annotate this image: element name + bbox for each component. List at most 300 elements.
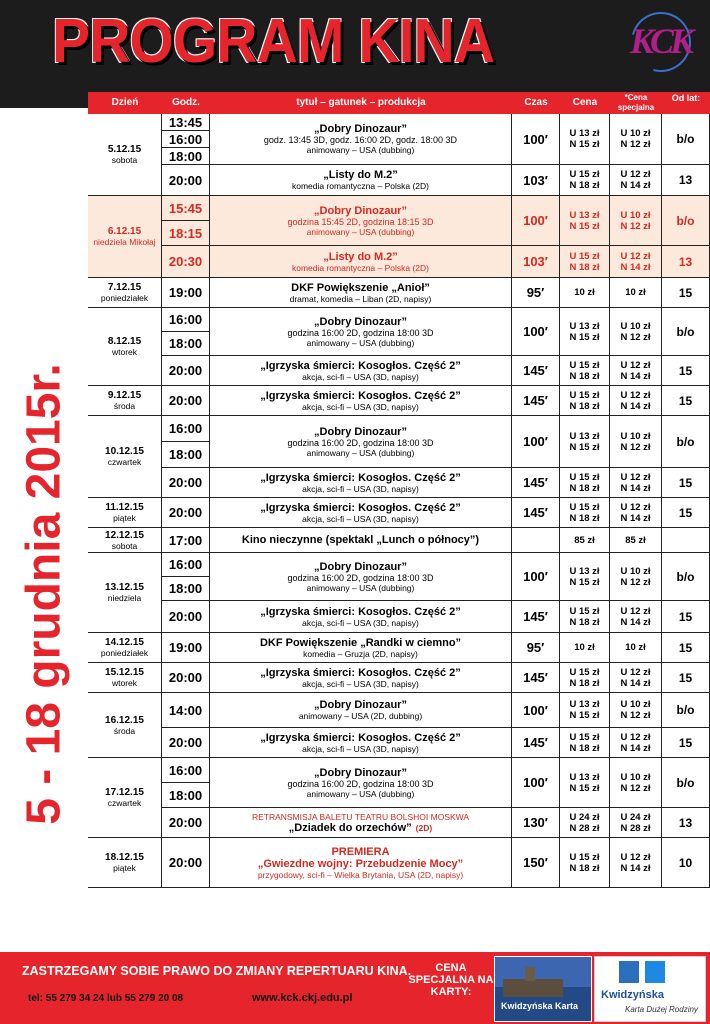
day-date: 17.12.15 [105,787,144,798]
time-cell [162,838,210,888]
special-price-cell [610,246,662,278]
price-cell [560,553,610,601]
ticket-price: 85 zł [574,534,595,546]
duration-cell [512,308,560,356]
age-rating: b/o [676,132,695,146]
age-cell [662,278,710,308]
ticket-price: U 15 zł N 18 zł [569,389,600,412]
age-cell [662,838,710,888]
day-weekday: środa [113,401,136,411]
film-cell [210,728,512,758]
film-title: „Igrzyska śmierci: Kosogłos. Część 2” [260,501,461,514]
age-rating: 13 [678,173,693,187]
film-cell [210,633,512,663]
film-title: Kino nieczynne (spektakl „Lunch o północy”) [241,534,480,546]
film-cell [210,601,512,633]
special-price: U 10 zł N 12 zł [620,771,651,794]
film-title: „Dobry Dinozaur” [314,699,407,711]
time-cell [162,498,210,528]
showtime: 17:00 [168,532,203,548]
day-cell [88,553,162,633]
special-price-cell [610,553,662,601]
duration-cell [512,693,560,728]
ticket-price: U 13 zł N 15 zł [569,209,600,232]
film-cell [210,196,512,246]
film-title: „Dobry Dinozaur” [314,766,407,779]
day-date: 18.12.15 [105,852,144,863]
special-price-cell [610,196,662,246]
film-genre: akcja, sci-fi – USA (3D, napisy) [302,371,419,382]
premiere-label: PREMIERA [331,845,390,858]
showtime: 18:00 [168,148,203,164]
film-genre: animowany – USA (dubbing) [306,145,415,155]
footer-bar [0,952,710,1024]
ticket-price: U 15 zł N 18 zł [569,666,600,689]
price-cell [560,246,610,278]
emblem-icon [619,961,639,983]
time-cell [162,528,210,553]
time-cell [162,148,210,165]
age-rating: b/o [676,703,695,717]
special-price-cell [610,114,662,165]
page-title: PROGRAM KINA [52,7,495,76]
special-price-cell [610,356,662,386]
special-price-cell [610,165,662,196]
showtime: 20:00 [168,670,203,685]
film-title: „Igrzyska śmierci: Kosogłos. Część 2” [260,605,461,618]
film-title-row [289,822,432,834]
film-duration: 95′ [526,640,545,655]
film-title: „Igrzyska śmierci: Kosogłos. Część 2” [260,389,461,402]
price-cell [560,498,610,528]
schedule-table [88,114,710,950]
special-price-cell [610,498,662,528]
day-date: 7.12.15 [107,282,142,293]
special-price-cell [610,278,662,308]
film-title: „Igrzyska śmierci: Kosogłos. Część 2” [260,471,461,484]
time-cell [162,221,210,246]
duration-cell [512,663,560,693]
day-cell [88,196,162,278]
price-cell [560,278,610,308]
film-cell [210,114,512,165]
showtime: 20:00 [168,609,203,624]
day-weekday: poniedziałek [100,293,149,303]
price-cell [560,808,610,838]
film-cell [210,838,512,888]
time-cell [162,165,210,196]
showtime: 20:00 [168,393,203,408]
film-genre: animowany – USA (dubbing) [306,582,415,593]
special-price: U 12 zł N 14 zł [620,389,651,412]
price-cell [560,356,610,386]
age-cell [662,528,710,553]
day-date: 13.12.15 [105,582,144,593]
special-price: U 10 zł N 12 zł [620,128,651,150]
film-genre: komedia romantyczna – Polska (2D) [291,262,429,273]
duration-cell [512,386,560,416]
day-date: 11.12.15 [105,502,144,513]
time-cell [162,728,210,758]
day-date: 12.12.15 [105,529,144,541]
duration-cell [512,758,560,808]
day-weekday: wtorek [111,678,138,688]
col-day: Dzień [111,97,139,108]
duration-cell [512,528,560,553]
film-title: „Gwiezdne wojny: Przebudzenie Mocy” [257,857,464,870]
ticket-price: U 15 zł N 18 zł [569,169,600,191]
day-date: 5.12.15 [107,144,142,155]
film-genre: akcja, sci-fi – USA (3D, napisy) [302,483,419,494]
time-cell [162,386,210,416]
time-cell [162,468,210,498]
logo-text: KCK [629,21,691,61]
ticket-price: U 15 zł N 18 zł [569,471,600,494]
card2-sublabel: Karta Dużej Rodziny [625,1005,698,1014]
day-weekday: sobota [111,540,138,551]
day-date: 6.12.15 [107,226,142,237]
showtime: 20:00 [168,815,203,830]
footer-phone: tel: 55 279 34 24 lub 55 279 20 08 [28,993,184,1004]
special-price: U 24 zł N 28 zł [620,811,651,834]
film-genre: przygodowy, sci-fi – Wielka Brytania, USA (2D, napisy) [257,869,464,880]
showtime: 18:00 [168,447,203,462]
duration-cell [512,196,560,246]
ticket-price: U 15 zł N 18 zł [569,501,600,524]
film-showings: godzina 16:00 2D, godzina 18:00 3D [287,778,434,789]
time-cell [162,601,210,633]
date-range-title: 5 - 18 grudnia 2015r. [17,363,71,825]
age-rating: 15 [678,640,693,655]
showtime: 20:00 [168,505,203,520]
col-special: *Cena specjalna [617,93,655,112]
duration-cell [512,468,560,498]
duration-cell [512,278,560,308]
day-weekday: piątek [113,513,136,523]
age-cell [662,693,710,728]
film-genre: akcja, sci-fi – USA (3D, napisy) [302,743,419,754]
day-cell [88,498,162,528]
duration-cell [512,498,560,528]
special-price: U 10 zł N 12 zł [620,430,651,453]
film-showings: godzina 16:00 2D, godzina 18:00 3D [287,437,434,448]
time-cell [162,783,210,808]
special-price-cell [610,468,662,498]
showtime: 20:00 [168,475,203,490]
special-price: U 10 zł N 12 zł [620,699,651,721]
footer-note: ZASTRZEGAMY SOBIE PRAWO DO ZMIANY REPERTUARU KINA. [22,964,412,978]
special-price-cell [610,728,662,758]
film-cell [210,356,512,386]
film-note: RETRANSMISJA BALETU TEATRU BOLSHOI MOSKWA [251,811,470,822]
film-duration: 145′ [523,670,548,685]
age-cell [662,196,710,246]
ticket-price: U 13 zł N 15 zł [569,128,600,150]
day-date: 14.12.15 [105,637,144,648]
special-price: U 12 zł N 14 zł [620,501,651,524]
film-genre: animowany – USA (dubbing) [306,337,415,348]
special-price-cell [610,308,662,356]
showtime: 16:00 [168,312,203,327]
special-price-cell [610,386,662,416]
day-cell [88,278,162,308]
film-title: „Igrzyska śmierci: Kosogłos. Część 2” [260,731,461,744]
col-time: Godz. [172,97,200,108]
ticket-price: U 15 zł N 18 zł [569,250,600,273]
showtime: 16:00 [168,762,203,778]
ticket-price: U 13 zł N 15 zł [569,565,600,588]
film-genre: dramat, komedia – Liban (2D, napisy) [289,293,432,304]
time-cell [162,131,210,148]
age-rating: 15 [678,735,693,750]
film-cell [210,246,512,278]
age-cell [662,114,710,165]
price-cell [560,758,610,808]
film-cell [210,693,512,728]
time-cell [162,808,210,838]
duration-cell [512,246,560,278]
special-price-cell [610,808,662,838]
age-rating: b/o [676,775,695,790]
film-showings: godzina 16:00 2D, godzina 18:00 3D [287,572,434,583]
film-cell [210,308,512,356]
age-rating: 15 [678,609,693,624]
time-cell [162,114,210,131]
duration-cell [512,633,560,663]
special-price-cell [610,528,662,553]
special-price: U 10 zł N 12 zł [620,320,651,343]
time-cell [162,442,210,468]
film-cell [210,553,512,601]
special-price-cell [610,663,662,693]
film-showings: godzina 15:45 2D, godzina 18:15 3D [287,216,434,227]
special-price-cell [610,633,662,663]
film-cell [210,386,512,416]
film-genre: komedia romantyczna – Polska (2D) [291,181,429,191]
day-cell [88,114,162,196]
special-price: U 12 zł N 14 zł [620,666,651,689]
time-cell [162,633,210,663]
day-date: 16.12.15 [105,714,144,726]
col-price: Cena [572,97,598,108]
price-cell [560,528,610,553]
film-duration: 145′ [523,393,548,408]
time-cell [162,758,210,783]
film-cell [210,416,512,468]
age-cell [662,356,710,386]
time-cell [162,663,210,693]
col-age: Od lat: [671,93,701,103]
age-rating: 10 [678,855,693,870]
special-price: U 12 zł N 14 zł [620,605,651,628]
age-cell [662,728,710,758]
day-cell [88,758,162,838]
special-price: U 12 zł N 14 zł [620,731,651,754]
ticket-price: U 13 zł N 15 zł [569,771,600,794]
duration-cell [512,416,560,468]
film-duration: 95′ [526,285,545,300]
time-cell [162,416,210,442]
age-cell [662,165,710,196]
time-cell [162,308,210,332]
film-title: „Listy do M.2” [323,169,398,181]
time-cell [162,196,210,221]
day-cell [88,416,162,498]
col-film: tytuł – gatunek – produkcja [296,97,426,108]
film-duration: 100′ [523,702,548,718]
special-price: U 12 zł N 14 zł [620,471,651,494]
time-cell [162,693,210,728]
film-genre: akcja, sci-fi – USA (3D, napisy) [302,513,419,524]
age-cell [662,663,710,693]
showtime: 18:00 [168,581,203,596]
film-title: „Dobry Dinozaur” [314,123,407,135]
film-title: „Dobry Dinozaur” [314,204,407,217]
special-price-cell [610,416,662,468]
film-duration: 130′ [523,815,548,830]
day-date: 8.12.15 [107,336,142,347]
special-price-cell [610,758,662,808]
film-cell [210,528,512,553]
film-genre: akcja, sci-fi – USA (3D, napisy) [302,678,419,689]
film-format: (2D) [415,822,433,833]
film-title: DKF Powiększenie „Anioł” [291,281,430,294]
film-showings: godz. 13:45 3D, godz. 16:00 2D, godz. 18:00 3D [263,135,458,145]
price-cell [560,196,610,246]
card2-label: Kwidzyńska [601,989,664,1001]
kck-logo [627,8,693,74]
day-weekday: środa [113,725,136,736]
special-price-cell [610,693,662,728]
day-cell [88,693,162,758]
time-cell [162,246,210,278]
special-price-cell [610,601,662,633]
film-duration: 100′ [523,324,548,339]
ticket-price: U 15 zł N 18 zł [569,731,600,754]
day-date: 15.12.15 [105,667,144,678]
day-weekday: poniedziałek [100,648,149,658]
age-rating: 13 [678,815,693,830]
day-weekday: czwartek [107,798,142,808]
duration-cell [512,838,560,888]
price-cell [560,468,610,498]
film-genre: akcja, sci-fi – USA (3D, napisy) [302,617,419,628]
duration-cell [512,165,560,196]
day-date: 9.12.15 [107,390,142,401]
film-showings: godzina 16:00 2D, godzina 18:00 3D [287,327,434,338]
film-duration: 145′ [523,735,548,750]
time-cell [162,577,210,601]
emblem2-icon [645,961,665,983]
showtime: 20:00 [168,855,203,870]
special-price-label: CENA SPECJALNA NA KARTY: [408,962,494,998]
price-cell [560,386,610,416]
showtime: 18:00 [168,336,203,351]
film-duration: 103′ [523,254,548,269]
family-card-logo [594,956,706,1022]
table-header [88,92,710,114]
film-cell [210,758,512,808]
film-duration: 150′ [523,855,548,870]
film-title: „Dobry Dinozaur” [314,560,407,573]
age-rating: b/o [676,434,695,449]
special-price: U 12 zł N 14 zł [620,851,651,874]
film-duration: 100′ [523,775,548,790]
ticket-price: U 13 zł N 15 zł [569,320,600,343]
price-cell [560,693,610,728]
film-title: „Listy do M.2” [323,250,398,263]
time-cell [162,278,210,308]
showtime: 16:00 [168,421,203,436]
age-cell [662,386,710,416]
film-title: „Igrzyska śmierci: Kosogłos. Część 2” [260,359,461,372]
film-duration: 145′ [523,609,548,624]
showtime: 13:45 [168,114,203,130]
showtime: 16:00 [168,557,203,572]
showtime: 15:45 [168,200,203,216]
age-rating: b/o [676,569,695,584]
price-cell [560,633,610,663]
age-cell [662,246,710,278]
film-duration: 100′ [523,569,548,584]
showtime: 14:00 [168,702,203,718]
age-rating: b/o [676,213,695,228]
film-duration: 145′ [523,363,548,378]
showtime: 20:00 [168,172,203,188]
film-genre: animowany – USA (2D, dubbing) [298,711,423,721]
ticket-price: U 13 zł N 15 zł [569,699,600,721]
film-genre: komedia – Gruzja (2D, napisy) [303,648,418,659]
age-cell [662,468,710,498]
film-cell [210,468,512,498]
time-cell [162,332,210,356]
price-cell [560,838,610,888]
film-duration: 145′ [523,475,548,490]
duration-cell [512,114,560,165]
footer-website[interactable]: www.kck.ckj.edu.pl [252,992,353,1004]
special-price: 10 zł [625,287,646,298]
day-weekday: wtorek [111,347,138,357]
showtime: 19:00 [168,285,203,300]
special-price: U 10 zł N 12 zł [620,209,651,232]
showtime: 20:00 [168,735,203,750]
day-date: 10.12.15 [105,446,144,457]
day-cell [88,838,162,888]
showtime: 18:15 [168,225,203,241]
film-duration: 103′ [523,172,548,188]
film-cell [210,165,512,196]
day-weekday: sobota [111,155,138,165]
film-cell [210,498,512,528]
price-cell [560,416,610,468]
age-cell [662,416,710,468]
showtime: 19:00 [168,640,203,655]
day-cell [88,633,162,663]
age-rating: 13 [678,254,693,269]
ticket-price: U 15 zł N 18 zł [569,605,600,628]
film-cell [210,278,512,308]
price-cell [560,308,610,356]
film-duration: 100′ [523,131,548,147]
age-rating: 15 [678,505,693,520]
card1-label: Kwidzyńska Karta [501,1001,579,1011]
price-cell [560,114,610,165]
film-title: DKF Powiększenie „Randki w ciemno” [259,636,462,649]
film-genre: animowany – USA (dubbing) [306,447,415,458]
kwidzynska-card-image [494,956,592,1022]
col-duration: Czas [524,97,548,108]
film-title: „Igrzyska śmierci: Kosogłos. Część 2” [260,666,461,679]
